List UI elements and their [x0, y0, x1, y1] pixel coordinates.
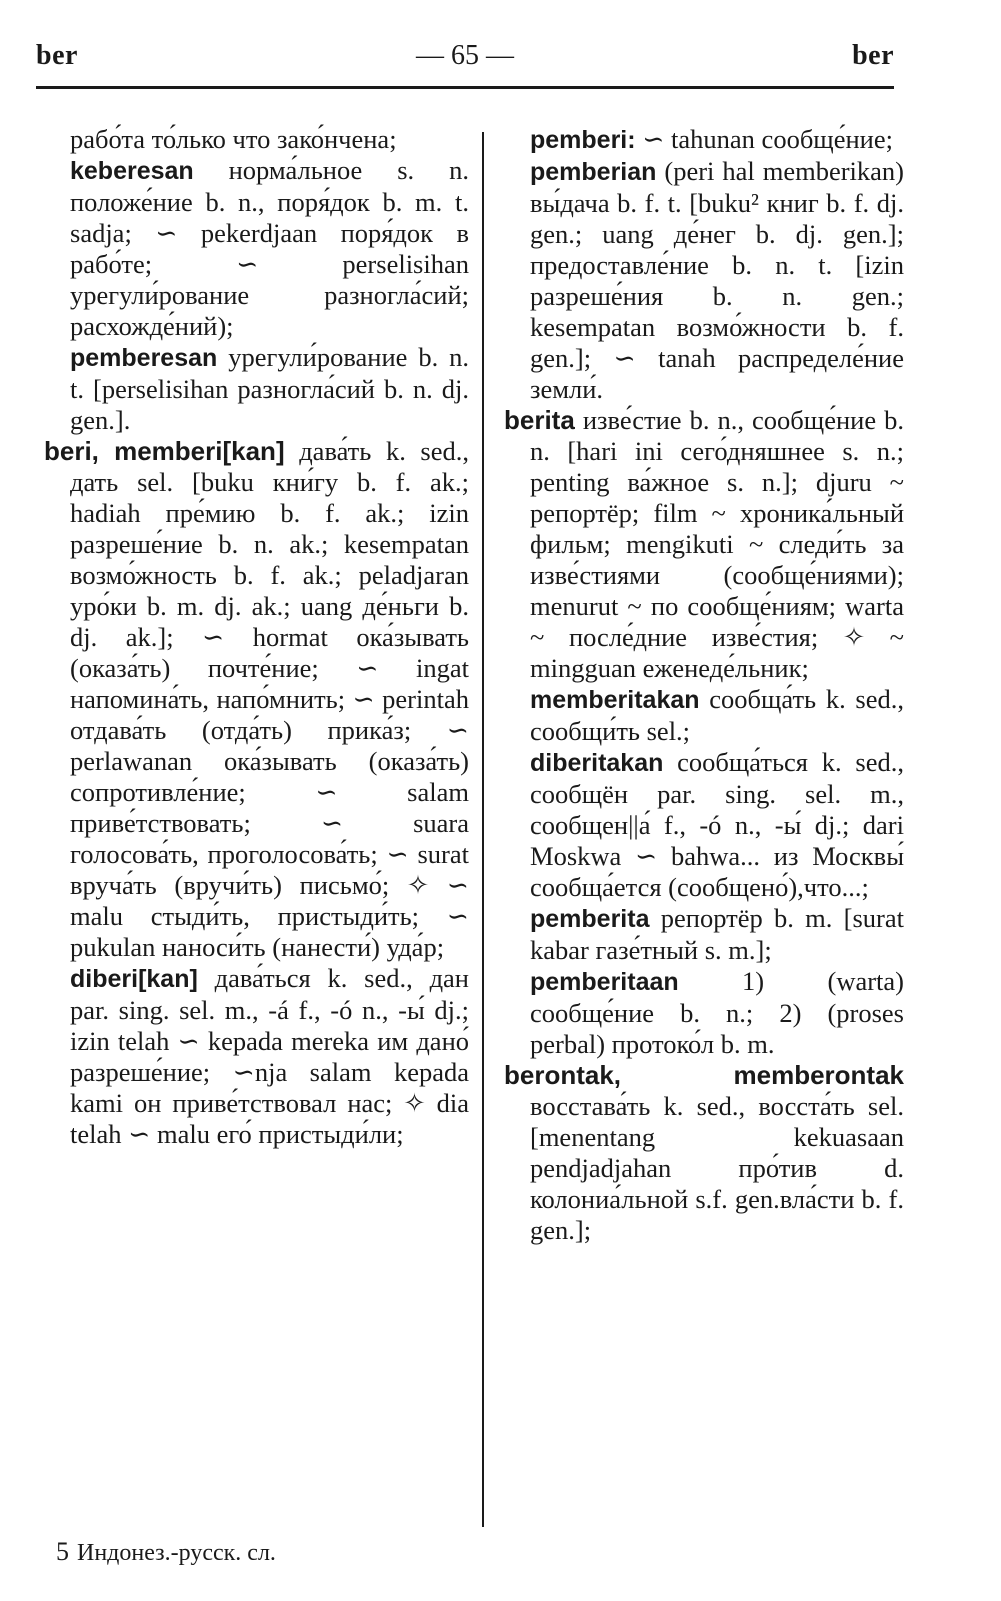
dictionary-entry [44, 124, 469, 155]
entry-headword: diberitakan [530, 749, 664, 777]
page-footer [56, 1537, 276, 1567]
dictionary-entry [504, 405, 904, 684]
dictionary-entry [44, 342, 469, 436]
entry-headword: keberesan [70, 157, 194, 185]
entry-headword: pemberian [530, 158, 657, 186]
entry-text: ∽ tahunan сообще́ние; [635, 124, 893, 154]
entry-text: норма́льное s. n. положе́ние b. n., поря́док b. m. t. sadja; ∽ pekerdjaan поря́док в рабо́те; ∽ perselisihan урегули́рование разногла́сий; расхожде́ний); [70, 155, 469, 341]
entry-text: (peri hal memberikan) вы́дача b. f. t. [buku² книг b. f. dj. gen.; uang де́нег b. dj. gen.]; предоставле́ние b. n. t. [izin разреше́ния b. n. gen.; kesempatan возмо́жности b. f. gen.]; ∽ tanah распределе́ние земли́. [530, 156, 904, 404]
entry-headword: memberitakan [530, 686, 700, 714]
entry-headword: berontak, memberontak [504, 1060, 904, 1090]
dictionary-entry [504, 747, 904, 903]
entry-headword: pemberitaan [530, 968, 679, 996]
signature-number: 5 [56, 1537, 69, 1566]
dictionary-entry [44, 963, 469, 1150]
entry-text: урегули́рование b. n. t. [perselisihan разногла́сий b. n. dj. gen.]. [70, 342, 469, 435]
entry-headword: berita [504, 405, 575, 435]
entry-text: рабо́та то́лько что зако́нчена; [70, 124, 397, 154]
header-right-guide-word: ber [852, 40, 894, 71]
entry-headword: beri, memberi[kan] [44, 436, 285, 466]
entry-headword: diberi[kan] [70, 965, 198, 993]
signature-text: Индонез.-русск. сл. [77, 1540, 276, 1566]
dictionary-entry [504, 1060, 904, 1246]
dictionary-entry [504, 156, 904, 405]
entry-text: дава́ться k. sed., дан par. sing. sel. m., -á f., -ó n., -ы́ dj.; izin telah ∽ kepada mereka им дано́ разреше́ние; ∽nja salam kepada kami он приве́тствовал нас; ✧ dia telah ∽ malu его́ пристыди́ли; [70, 963, 469, 1149]
page-header [36, 40, 894, 84]
dictionary-entry [504, 684, 904, 747]
header-left-guide-word: ber [36, 40, 78, 71]
entry-text: репортёр b. m. [surat kabar газе́тный s. m.]; [530, 903, 904, 965]
dictionary-entry [44, 155, 469, 342]
entry-headword: pemberi: [530, 126, 636, 154]
entry-headword: pemberesan [70, 344, 218, 372]
entry-text: 1) (warta) сообще́ние b. n.; 2) (proses perbal) протоко́л b. m. [530, 966, 904, 1059]
page-number: — 65 — [416, 40, 514, 71]
dictionary-entry [504, 903, 904, 966]
entry-text: изве́стие b. n., сообще́ние b. n. [hari ini сего́дняшнее s. n.; penting ва́жное s. n.]; djuru ~ репортёр; film ~ хроника́льный фильм; mengikuti ~ следи́ть за изве́стиями (сообще́ниями); menurut ~ по сообще́ниям; warta ~ после́дние изве́стия; ✧ ~ mingguan еженеде́льник; [530, 405, 904, 683]
dictionary-entry [44, 436, 469, 963]
dictionary-entry [504, 124, 904, 156]
entry-text: сообща́ться k. sed., сообщён par. sing. sel. m., сообщен||а́ f., -ó n., -ы́ dj.; dari Moskwa ∽ bahwa... из Москвы́ сообща́ется (сообщено́),что...; [530, 747, 904, 902]
entry-text: восстава́ть k. sed., восста́ть sel. [menentang kekuasaan pendjadjahan про́тив d. колониа́льной s.f. gen.вла́сти b. f. gen.]; [530, 1091, 904, 1245]
dictionary-entry [504, 966, 904, 1060]
entry-text: дава́ть k. sed., дать sel. [buku кни́гу b. f. ak.; hadiah пре́мию b. f. ak.; izin разреше́ние b. n. ak.; kesempatan возмо́жность b. f. ak.; peladjaran уро́ки b. m. dj. ak.; uang де́ньги b. dj. ak.]; ∽ hormat ока́зывать (оказа́ть) почте́ние; ∽ ingat напомина́ть, напо́мнить; ∽ perintah отдава́ть (отда́ть) прика́з; ∽ perlawanan ока́зывать (оказа́ть) сопротивле́ние; ∽ salam приве́тствовать; ∽ suara голосова́ть, проголосова́ть; ∽ surat вруча́ть (вручи́ть) письмо́; ✧ ∽ malu стыди́ть, пристыди́ть; ∽ pukulan наноси́ть (нанести́) уда́р; [70, 436, 469, 962]
entry-text: сообща́ть k. sed., сообщи́ть sel.; [530, 684, 904, 746]
right-column [504, 124, 904, 1246]
entry-headword: pemberita [530, 905, 650, 933]
column-divider [482, 132, 484, 1527]
header-rule [36, 86, 894, 89]
left-column [44, 124, 469, 1150]
